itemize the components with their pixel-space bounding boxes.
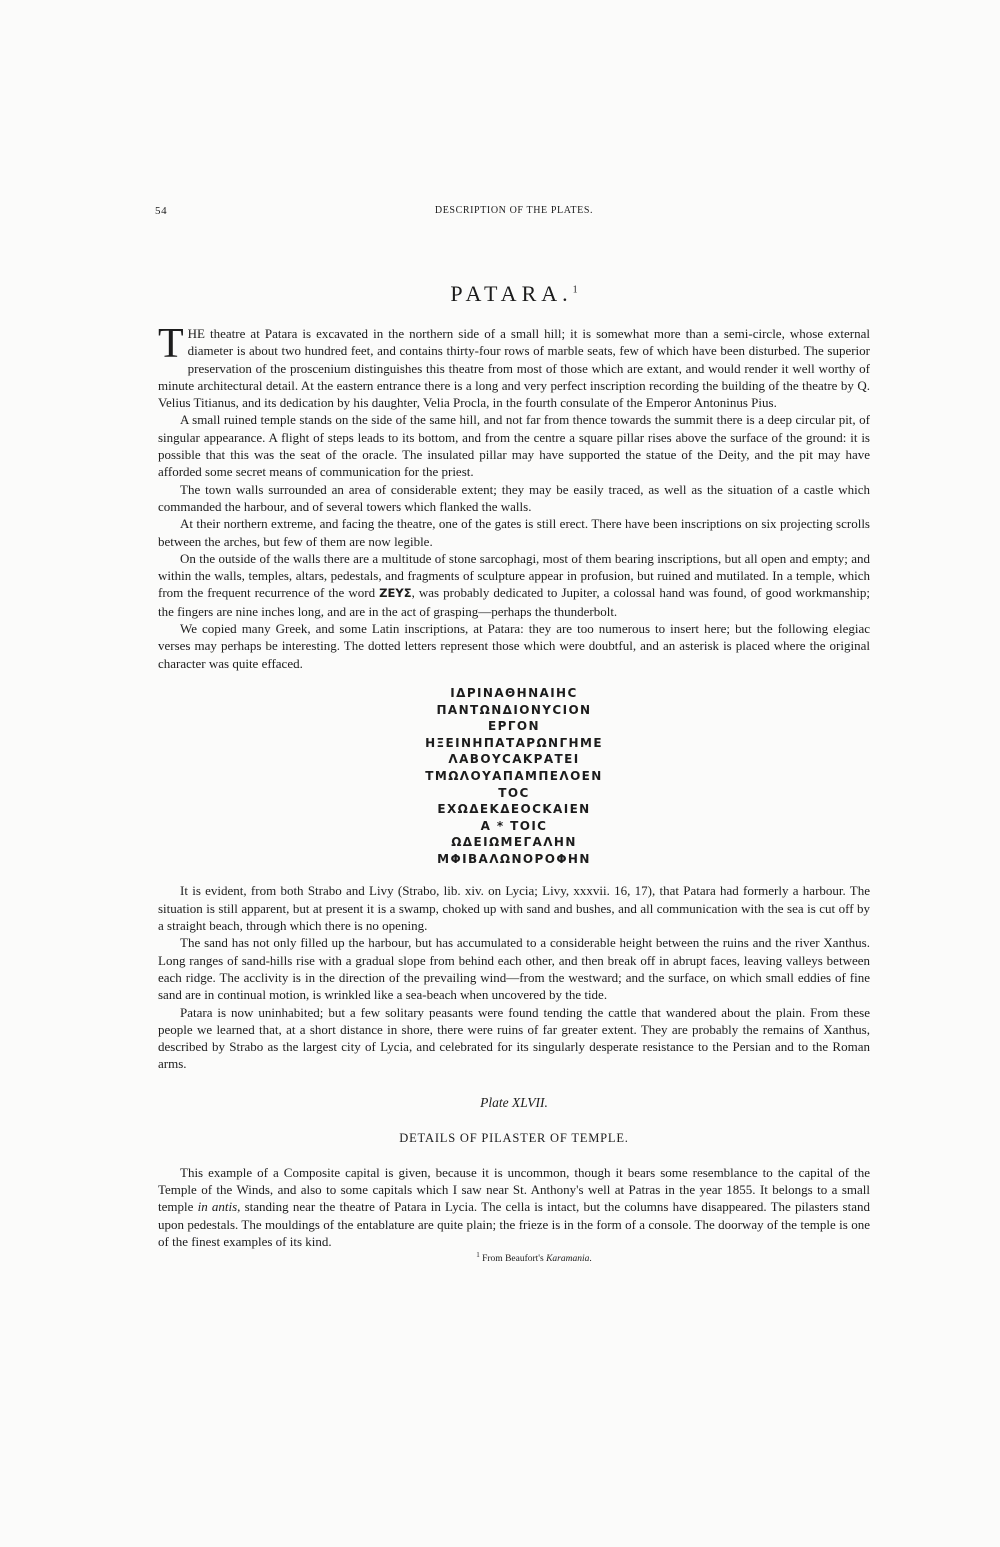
running-head (155, 205, 870, 223)
inscription-line: ΕΧΩΔΕΚΔΕΟCΚΑΙΕΝ (437, 802, 591, 817)
paragraph-sarcophagi (158, 550, 870, 620)
page (155, 205, 870, 1265)
inscription-line: ΜΦΙΒΑΛΩΝΟΡΟΦΗΝ (437, 851, 591, 866)
section-title: DETAILS OF PILASTER OF TEMPLE. (399, 1130, 629, 1145)
paragraph-text: , was probably dedicated to Jupiter, a colossal hand was found, of good workmanship; the fingers are nine inches long, and are in the act of grasping—perhaps the thunderbolt. (158, 585, 870, 619)
greek-inscription (158, 685, 870, 868)
greek-word: ΖΕΥΣ (379, 586, 412, 601)
paragraph-inscriptions: We copied many Greek, and some Latin inscriptions, at Patara: they are too numerous to insert here; but the following elegiac verses may perhaps be interesting. The dotted letters represent those which were doubtful, and an asterisk is placed where the original character was quite effaced. (158, 621, 870, 671)
inscription-line: Α * ΤΟΙC (480, 818, 548, 833)
inscription-line: ΤΜΩΛΟΥΑΠΑΜΠΕΛΟΕΝ (425, 768, 603, 783)
paragraph-temple: A small ruined temple stands on the side of the same hill, and not far from thence towards the summit there is a deep circular pit, of singular appearance. A flight of steps leads to its bottom, and from the centre a square pillar rises above the surface of the ground: it is possible that this was the seat of the oracle. The insulated pillar may have supported the statue of the Deity, and the pit may have afforded some secret means of communication for the priest. (158, 412, 870, 480)
paragraph-composite-capital (158, 1164, 870, 1250)
title-footnote-mark: 1 (572, 284, 578, 296)
italic-phrase: in antis (197, 1199, 238, 1215)
paragraph-text: , standing near the theatre of Patara in Lycia. The cella is intact, but the columns have disappeared. The pilasters stand upon pedestals. The mouldings of the entablature are quite plain; the frieze is in the form of a console. The doorway of the temple is one of the finest examples of its kind. (158, 1199, 870, 1249)
paragraph-text: HE theatre at Patara is excavated in the northern side of a small hill; it is somewhat more than a semi-circle, whose external diameter is about two hundred feet, and contains thirty-four rows of marble seats, few of which have been disturbed. The superior preservation of the proscenium distinguishes this theatre from most of those which are extant, and would render it well worthy of minute architectural detail. At the eastern entrance there is a long and very perfect inscription recording the building of the theatre by Q. Velius Titianus, and its dedication by his daughter, Velia Procla, in the fourth consulate of the Emperor Antoninus Pius. (158, 326, 870, 411)
paragraph-uninhabited: Patara is now uninhabited; but a few solitary peasants were found tending the cattle that wandered about the plain. From these people we learned that, at a short distance in shore, there were ruins of far greater extent. They are probably the remains of Xanthus, described by Strabo as the largest city of Lycia, and celebrated for its singularly desperate resistance to the Persian and to the Roman arms. (158, 1004, 870, 1072)
footnote (158, 1251, 870, 1264)
inscription-line: ΗΞΕΙΝΗΠΑΤΑΡΩΝΓΗΜΕ (425, 735, 603, 750)
dropcap-letter: T (158, 321, 184, 367)
footnote-text: From Beaufort's (482, 1254, 547, 1265)
paragraph-gates: At their northern extreme, and facing the theatre, one of the gates is still erect. There have been inscriptions on six projecting scrolls between the arches, but few of them are now legible. (158, 516, 870, 549)
paragraph-harbour: It is evident, from both Strabo and Livy (Strabo, lib. xiv. on Lycia; Livy, xxxvii. 16, 17), that Patara had formerly a harbour. The situation is still apparent, but at present it is a swamp, choked up with sand and bushes, and all communication with the sea is cut off by a straight beach, through which there is no opening. (158, 883, 870, 934)
running-title: DESCRIPTION OF THE PLATES. (434, 205, 594, 216)
paragraph-theatre (158, 321, 870, 411)
title-text: PATARA. (450, 281, 573, 306)
footnote-end: . (589, 1254, 592, 1265)
inscription-line: ΕΡΓΟΝ (488, 719, 540, 734)
inscription-line: ΠΑΝΤΩΝΔΙΟΝΥCΙΟΝ (436, 702, 592, 717)
inscription-line: ΩΔΕΙΩΜΕΓΑΛΗΝ (451, 835, 577, 850)
plate-title: Plate XLVII. (480, 1094, 548, 1110)
inscription-line: ΤΟC (498, 785, 530, 800)
paragraph-sand: The sand has not only filled up the harbour, but has accumulated to a considerable height between the ruins and the river Xanthus. Long ranges of sand-hills rise with a gradual slope from behind each other, and then break off in abrupt faces, leaving valleys between each ridge. The acclivity is in the direction of the prevailing wind—from the westward; and the surface, on which small eddies of fine sand are in continual motion, is wrinkled like a sea-beach when uncovered by the tide. (158, 935, 870, 1003)
footnote-mark: 1 (476, 1251, 480, 1260)
inscription-line: ΛΑΒΟΥCΑΚΡΑΤΕΙ (448, 752, 580, 767)
paragraph-town-walls: The town walls surrounded an area of considerable extent; they may be easily traced, as well as the situation of a castle which commanded the harbour, and of several towers which flanked the walls. (158, 481, 870, 514)
page-number: 54 (155, 205, 168, 217)
inscription-line: ΙΔΡΙΝΑΘΗΝΑΙΗC (450, 685, 578, 700)
footnote-italic: Karamania (546, 1254, 590, 1265)
paragraph-text: On the outside of the walls there are a multitude of stone sarcophagi, most of them bearing inscriptions, but all open and empty; and within the walls, temples, altars, pedestals, and fragments of sculpture appear in profusion, but ruined and mutilated. In a temple, which from the frequent recurrence of the word (158, 550, 870, 601)
page-title (158, 281, 870, 307)
paragraph-text: This example of a Composite capital is given, because it is uncommon, though it bears some resemblance to the capital of the Temple of the Winds, and also to some capitals which I saw near St. Anthony's well at Patras in the year 1855. It belongs to a small temple (158, 1164, 870, 1215)
